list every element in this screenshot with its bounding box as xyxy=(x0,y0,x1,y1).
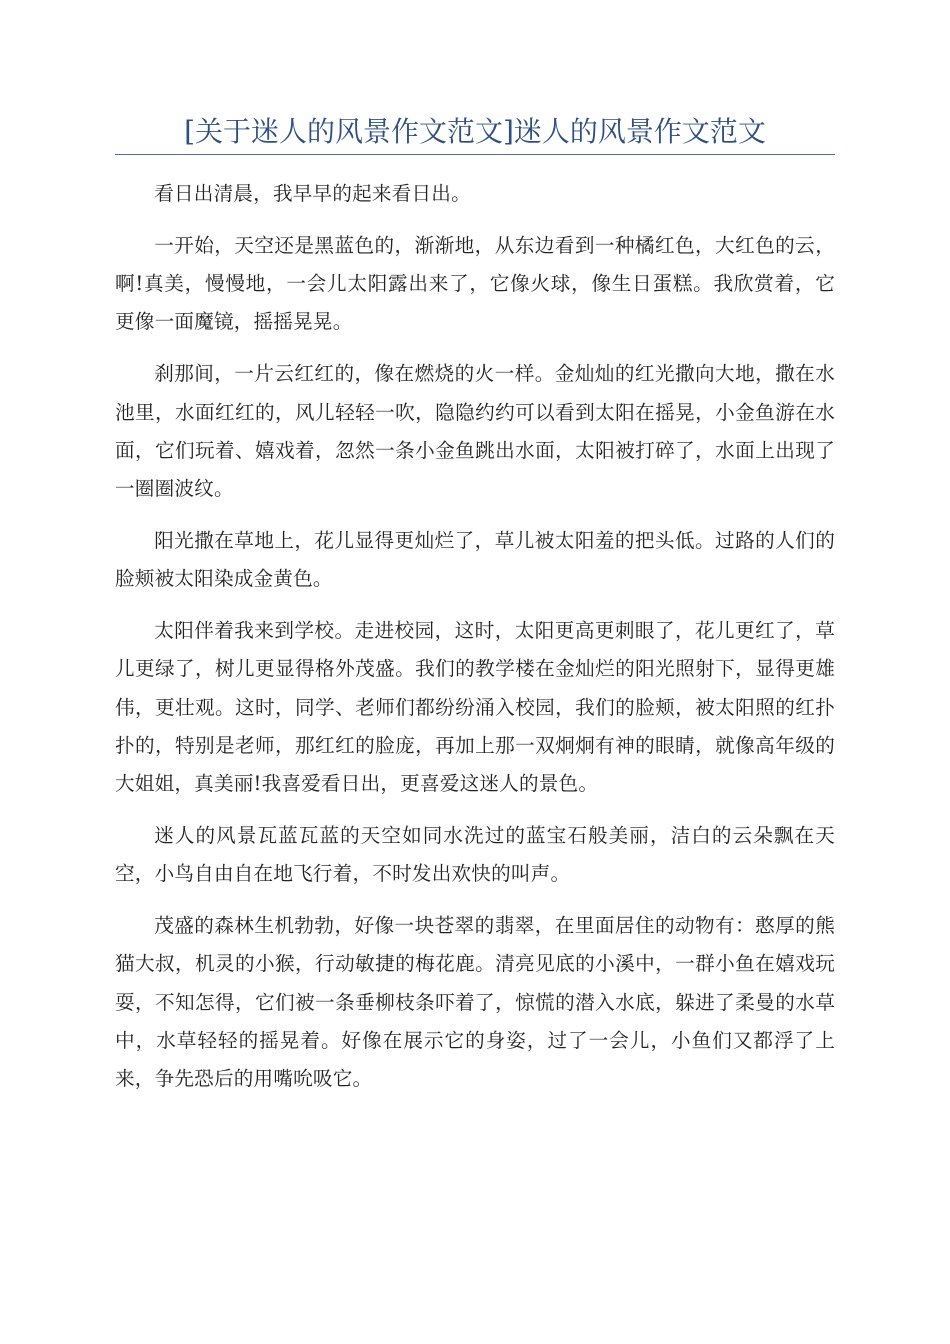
paragraph: 太阳伴着我来到学校。走进校园，这时，太阳更高更刺眼了，花儿更红了，草儿更绿了，树儿更显得格外茂盛。我们的教学楼在金灿烂的阳光照射下，显得更雄伟，更壮观。这时，同学、老师们都纷纷涌入校园，我们的脸颊，被太阳照的红扑扑的，特别是老师，那红红的脸庞，再加上那一双炯炯有神的眼睛，就像高年级的大姐姐，真美丽!我喜爱看日出，更喜爱这迷人的景色。 xyxy=(115,619,835,796)
paragraph: 阳光撒在草地上，花儿显得更灿烂了，草儿被太阳羞的把头低。过路的人们的脸颊被太阳染成金黄色。 xyxy=(115,529,835,591)
document-title: [关于迷人的风景作文范文]迷人的风景作文范文 xyxy=(184,115,766,148)
paragraph: 刹那间，一片云红红的，像在燃烧的火一样。金灿灿的红光撒向大地，撒在水池里，水面红红的，风儿轻轻一吹，隐隐约约可以看到太阳在摇晃，小金鱼游在水面，它们玩着、嬉戏着，忽然一条小金鱼跳出水面，太阳被打碎了，水面上出现了一圈圈波纹。 xyxy=(115,362,835,501)
paragraph: 迷人的风景瓦蓝瓦蓝的天空如同水洗过的蓝宝石般美丽，洁白的云朵飘在天空，小鸟自由自在地飞行着，不时发出欢快的叫声。 xyxy=(115,824,835,886)
document-body xyxy=(115,175,835,1112)
title-underline xyxy=(115,154,835,155)
paragraph: 茂盛的森林生机勃勃，好像一块苍翠的翡翠，在里面居住的动物有：憨厚的熊猫大叔，机灵的小猴，行动敏捷的梅花鹿。清亮见底的小溪中，一群小鱼在嬉戏玩耍，不知怎得，它们被一条垂柳枝条吓着了，惊慌的潜入水底，躲进了柔曼的水草中，水草轻轻的摇晃着。好像在展示它的身姿，过了一会儿，小鱼们又都浮了上来，争先恐后的用嘴吮吸它。 xyxy=(115,914,835,1091)
paragraph: 一开始，天空还是黑蓝色的，渐渐地，从东边看到一种橘红色，大红色的云，啊!真美，慢慢地，一会儿太阳露出来了，它像火球，像生日蛋糕。我欣赏着，它更像一面魔镜，摇摇晃晃。 xyxy=(115,234,835,334)
paragraph: 看日出清晨，我早早的起来看日出。 xyxy=(154,182,471,205)
